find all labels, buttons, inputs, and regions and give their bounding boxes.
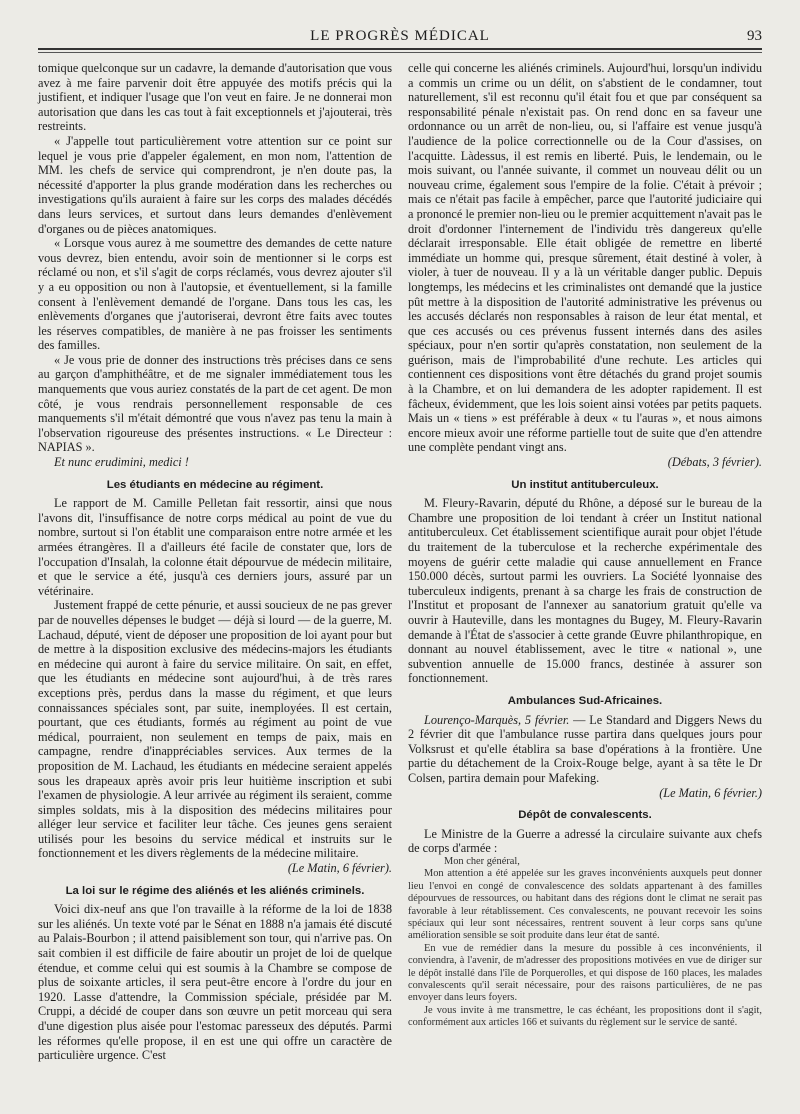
- source-citation: (Le Matin, 6 février).: [287, 861, 392, 876]
- paragraph: Voici dix-neuf ans que l'on travaille à la réforme de la loi de 1838 sur les aliénés. Un texte voté par le Sénat en 1888 n'a jamais été discuté au Palais-Bourbon ; il attend paisiblement son tour, qui n'arrive pas. On sait combien il est difficile de faire aboutir un projet de loi de quelque étendue, et comme celui qui est soumis à la Chambre se compose de plus de soixante articles, il sera peut-être encore à l'ordre du jour en 1920. Lasse d'attendre, la Commission spéciale, présidée par M. Cruppi, a décidé de couper dans son œuvre un petit morceau qui sera d'une digestion plus aisée pour l'estomac paresseux des députés. Parmi les réformes qu'elle propose, il en est une qui offre un caractère de particulière urgence. C'est: [38, 902, 392, 1063]
- section-heading: Dépôt de convalescents.: [518, 809, 652, 822]
- section-heading: Les étudiants en médecine au régiment.: [106, 478, 324, 491]
- paragraph: M. Fleury-Ravarin, député du Rhône, a déposé sur le bureau de la Chambre une proposition de loi tendant à créer un Institut national antituberculeux. Cet établissement scientifique aurait pour objet l'étude du traitement de la tuberculose et la recherche expérimentale des moyens de guérir cette maladie qui cause annuellement en France 150.000 décès, surtout parmi les ouvriers. La Société lyonnaise des tuberculeux indigents, prenant à sa charge les frais de construction de l'Institut et proposant de l'annexer au sanatorium gratuit qu'elle va ouvrir à Hauteville, dans les montagnes du Bugey, M. Fleury-Ravarin demande à l'État de s'associer à cette grande Œuvre philanthropique, en donnant au nouvel établissement, avec le titre « national », une subvention annuelle de 15.000 francs, destinée à assurer son fonctionnement.: [408, 496, 762, 686]
- paragraph: Le rapport de M. Camille Pelletan fait ressortir, ainsi que nous l'avons dit, l'insuffisance de notre corps médical au point de vue du nombre, surtout si l'on établit une comparaison entre notre armée et les armées étrangères. Il a d'ailleurs été facile de constater que, lors de l'occupation d'Insalah, la colonne était dépourvue de médecin militaire, et que le service a été, jusqu'à ces derniers jours, assuré par un vétérinaire.: [38, 496, 392, 598]
- paragraph: Le Ministre de la Guerre a adressé la circulaire suivante aux chefs de corps d'armée :: [408, 826, 762, 856]
- right-column: [408, 61, 762, 1063]
- paragraph: celle qui concerne les aliénés criminels. Aujourd'hui, lorsqu'un individu a commis un crime ou un délit, on s'abstient de le condamner, tout naturellement, s'il est reconnu qu'il était fou et que par conséquent sa responsabilité pénale n'existait pas. On rend donc en sa faveur une ordonnance ou un arrêt de non-lieu, ou, si l'affaire est venue jusqu'à l'audience de la police correctionnelle ou de la Cour d'assises, on l'acquitte. Làdessus, il est remis en liberté. Puis, le lendemain, ou le mois suivant, ou l'année suivante, il commet un nouveau délit ou un nouveau crime, également sous l'empire de la folie. C'était à prévoir ; mais ce n'était pas facile à empêcher, parce que l'autorité judiciaire qui a prononcé le premier non-lieu ou le premier acquittement n'avait pas le droit d'ordonner l'internement de l'individu très dangereux qu'elle déclarait irresponsable. Elle était obligée de remettre en liberté immédiate un homme qui, presque sûrement, était destiné à voler, à violer, à tuer de nouveau. Il y a là un véritable danger public. Depuis longtemps, les médecins et les criminalistes ont demandé que la justice pût mettre à la disposition de l'autorité administrative les prévenus ou les accusés déclarés non responsables à raison de leur état mental, et que ces accusés ou ces prévenus fussent internés dans des asiles spéciaux, pour n'en sortir qu'après constatation, non seulement de la guérison, mais de l'improbabilité d'une rechute. Les articles qui contiennent ces dispositions vont être détachés du grand projet soumis à la Chambre, et on lui demandera de les adopter rapidement. Il est fâcheux, évidemment, que les lois soient ainsi votées par petits paquets. Mais un « tiens » est préférable à deux « tu l'auras », et nous aimons encore mieux avoir une réforme partielle tout de suite que d'en attendre une complète pendant vingt ans.: [408, 61, 762, 455]
- left-column: [38, 61, 392, 1063]
- paragraph: tomique quelconque sur un cadavre, la demande d'autorisation que vous avez à me faire parvenir doit être appuyée des motifs précis qui la justifient, et indiquer l'usage que l'on veut en faire. Je ne donnerai mon autorisation que dans les cas tout à fait exceptionnels et j'ajouterai, très restreints.: [38, 61, 392, 134]
- quote-line: Et nunc erudimini, medici !: [54, 455, 189, 470]
- running-header: [38, 28, 762, 46]
- header-rule: [38, 48, 762, 50]
- paragraph: Mon attention a été appelée sur les graves inconvénients auxquels peut donner lieu l'envoi en congé de convalescence des soldats appartenant à des familles dépourvues de ressources, ou habitant dans des régions dont le climat ne serait pas favorable à leur rétablissement. Ces convalescents, ne pouvant recevoir les soins spéciaux qui leur sont nécessaires, rentrent souvent à leur corps sans qu'une amélioration sensible se soit produite dans leur état de santé.: [408, 868, 762, 942]
- paragraph: « Lorsque vous aurez à me soumettre des demandes de cette nature vous devrez, bien entendu, avoir soin de mentionner si le corps est réclamé ou non, et s'il s'agit de corps réclamés, vous devrez ajouter s'il y a eu opposition ou non à l'autopsie, et éventuellement, si la famille consent à l'enlèvement demandé de l'organe. Dans tous les cas, les enlèvements d'organes que j'autoriserai, devront être faits avec toutes les réserves compatibles, de manière à ne pas froisser les sentiments des familles.: [38, 236, 392, 353]
- paragraph: Justement frappé de cette pénurie, et aussi soucieux de ne pas grever par de nouvelles dépenses le budget — déjà si lourd — de la guerre, M. Lachaud, député, vient de déposer une proposition de loi ayant pour but de mettre à la disposition exclusive des médecins-majors les étudiants en médecine qui auront à faire du service militaire. On sait, en effet, que les étudiants en médecine sont aujourd'hui, à de très rares exceptions près, perdus dans la masse du régiment, et que leurs connaissances spéciales sont, par suite, inemployées. Il est certain, pourtant, que ces étudiants, formés au régiment au point de vue médical, pourraient, non seulement en temps de paix, mais en campagne, rendre d'inappréciables services. Aux termes de la proposition de M. Lachaud, les étudiants en médecine seraient appelés sous les drapeaux après avoir pris leur huitième inscription et subi l'examen de physiologie. A leur arrivée au régiment ils seraient, comme simples soldats, mis à la disposition des médecins militaires pour alléger leur service et faciliter leur tâche. Ces jeunes gens seraient utilisés pour les besoins du service médical et instruits sur le fonctionnement et les divers règlements de la médecine militaire.: [38, 598, 392, 861]
- paragraph: En vue de remédier dans la mesure du possible à ces inconvénients, il conviendra, à l'avenir, de m'adresser des propositions motivées en vue de diriger sur le dépôt installé dans l'île de Porquerolles, et qui dispose de 160 places, les malades convalescents qu'il serait nécessaire, pour des raisons particulières, de ne pas envoyer dans leurs foyers.: [408, 942, 762, 1004]
- circular-text: [408, 856, 762, 1030]
- salutation: Mon cher général,: [444, 855, 520, 867]
- header-rule-thin: [38, 52, 762, 53]
- section-heading: Ambulances Sud-Africaines.: [507, 694, 663, 707]
- dispatch-text: — Le Standard and Diggers News du 2 février dit que l'ambulance russe partira dans quelques jours pour Volksrust et qu'elle établira sa base d'opérations à la frontière. Une partie du détachement de la Croix-Rouge belge, ayant à sa tête le Dr Colsen, partira demain pour Mafeking.: [408, 712, 762, 785]
- section-heading: La loi sur le régime des aliénés et les aliénés criminels.: [65, 884, 365, 897]
- paragraph: « Je vous prie de donner des instructions très précises dans ce sens au garçon d'amphithéâtre, et de me signaler immédiatement tous les manquements que vous auriez constatés de la part de cet agent. De mon côté, je vous rendrais personnellement responsable de ces manquements s'il m'était démontré que vous n'avez pas tenu la main à l'observation rigoureuse des présentes instructions. « Le Directeur : NAPIAS ».: [38, 352, 392, 455]
- source-citation: (Débats, 3 février).: [667, 455, 762, 470]
- paragraph: « J'appelle tout particulièrement votre attention sur ce point sur lequel je vous prie d'appeler également, en mon nom, l'attention de MM. les chefs de service qui comprendront, je n'en doute pas, la nécessité d'apporter la plus grande modération dans les recherches ou investigations qu'ils auraient à faire sur les corps des malades décédés dans leurs services, et surtout dans leurs demandes d'enlèvement d'organes ou de pièces anatomiques.: [38, 133, 392, 236]
- paragraph: Je vous invite à me transmettre, le cas échéant, les propositions dont il s'agit, conformément aux articles 166 et suivants du règlement sur le service de santé.: [408, 1004, 762, 1029]
- paragraph: [408, 713, 762, 786]
- page-number: 93: [747, 28, 762, 44]
- columns: [38, 61, 762, 1063]
- dateline: Lourenço-Marquès, 5 février.: [424, 712, 570, 727]
- section-heading: Un institut antituberculeux.: [511, 478, 659, 491]
- source-citation: (Le Matin, 6 février.): [659, 785, 762, 800]
- running-title: LE PROGRÈS MÉDICAL: [310, 28, 490, 44]
